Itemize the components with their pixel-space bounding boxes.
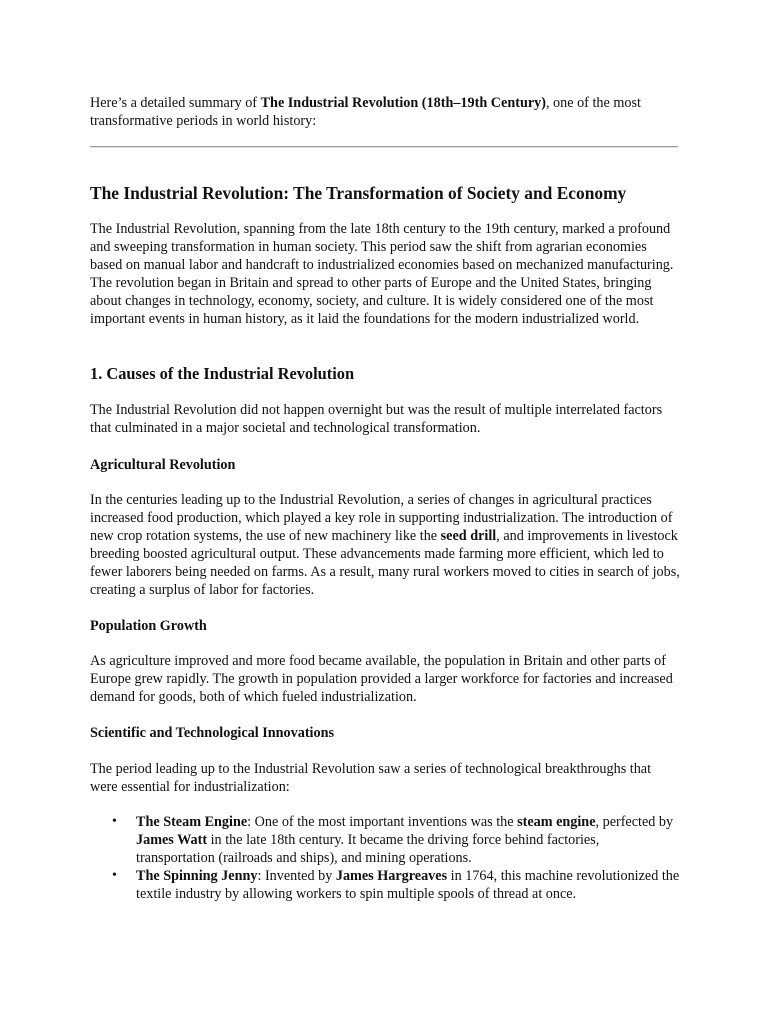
agricultural-heading-wrap bbox=[90, 456, 680, 474]
james-hargreaves-bold: James Hargreaves bbox=[335, 868, 448, 884]
causes-section-heading-wrap bbox=[90, 364, 680, 384]
population-paragraph: As agriculture improved and more food became available, the population in Britain and other parts of Europe grew rapidly. The growth in population provided a larger workforce for factories and increased demand for goods, both of which fueled industrialization. bbox=[90, 653, 673, 705]
scientific-innovations-heading: Scientific and Technological Innovations bbox=[90, 725, 334, 741]
inventions-list bbox=[90, 813, 680, 903]
steam-text-1: : One of the most important inventions was the bbox=[247, 814, 518, 830]
jenny-text-2: in 1764, this machine revolutionized the textile industry by allowing workers to spin multiple spools of thread at once. bbox=[136, 868, 680, 902]
list-item-steam-engine bbox=[90, 813, 680, 867]
bullet-icon: • bbox=[112, 868, 117, 883]
intro-bold-topic: The Industrial Revolution (18th–19th Century) bbox=[260, 95, 546, 111]
causes-heading: 1. Causes of the Industrial Revolution bbox=[90, 364, 355, 383]
document-title: The Industrial Revolution: The Transformation of Society and Economy bbox=[90, 183, 627, 203]
jenny-text-1: : Invented by bbox=[257, 868, 336, 884]
steam-engine-bold: steam engine bbox=[517, 814, 596, 830]
inventions-list-wrap bbox=[90, 813, 680, 903]
causes-intro-paragraph: The Industrial Revolution did not happen overnight but was the result of multiple interrelated factors that culminated in a major societal and technological transformation. bbox=[90, 402, 663, 436]
science-intro-paragraph: The period leading up to the Industrial Revolution saw a series of technological breakthroughs that were essential for industrialization: bbox=[90, 761, 652, 795]
bullet-icon: • bbox=[112, 814, 117, 829]
james-watt-bold: James Watt bbox=[136, 832, 208, 848]
causes-intro-wrap bbox=[90, 401, 680, 437]
seed-drill-bold: seed drill bbox=[440, 528, 497, 544]
agricultural-paragraph bbox=[90, 491, 680, 599]
overview-section bbox=[90, 220, 680, 328]
population-heading-wrap bbox=[90, 617, 680, 635]
population-growth-heading: Population Growth bbox=[90, 618, 207, 634]
intro-paragraph bbox=[90, 94, 680, 130]
horizontal-divider bbox=[90, 146, 678, 148]
agricultural-text-b: , and improvements in livestock breeding boosted agricultural output. These advancements made farming more efficient, which led to fewer laborers being needed on farms. As a result, many rural workers moved to cities in search of jobs, creating a surplus of labor for factories. bbox=[90, 528, 680, 598]
agricultural-revolution-heading: Agricultural Revolution bbox=[90, 457, 236, 473]
steam-text-2: , perfected by bbox=[595, 814, 674, 830]
steam-engine-label: The Steam Engine bbox=[136, 814, 248, 830]
list-item-spinning-jenny bbox=[90, 867, 680, 903]
intro-prefix: Here’s a detailed summary of bbox=[90, 95, 261, 111]
science-text-wrap bbox=[90, 760, 680, 796]
population-text-wrap bbox=[90, 652, 680, 706]
science-heading-wrap bbox=[90, 724, 680, 742]
overview-paragraph: The Industrial Revolution, spanning from the late 18th century to the 19th century, marked a profound and sweeping transformation in human society. This period saw the shift from agrarian economies based on manual labor and handcraft to industrialized economies based on mechanized manufacturing. The revolution began in Britain and spread to other parts of Europe and the United States, bringing about changes in technology, economy, society, and culture. It is widely considered one of the most important events in human history, as it laid the foundations for the modern industrialized world. bbox=[90, 221, 674, 327]
spinning-jenny-label: The Spinning Jenny bbox=[136, 868, 258, 884]
intro-suffix: , one of the most transformative periods in world history: bbox=[90, 95, 641, 129]
agricultural-text-wrap bbox=[90, 491, 680, 599]
steam-text-3: in the late 18th century. It became the driving force behind factories, transportation (railroads and ships), and mining operations. bbox=[136, 832, 600, 866]
agricultural-text-a: In the centuries leading up to the Industrial Revolution, a series of changes in agricultural practices increased food production, which played a key role in supporting industrialization. The introduction of new crop rotation systems, the use of new machinery like the bbox=[90, 492, 673, 544]
